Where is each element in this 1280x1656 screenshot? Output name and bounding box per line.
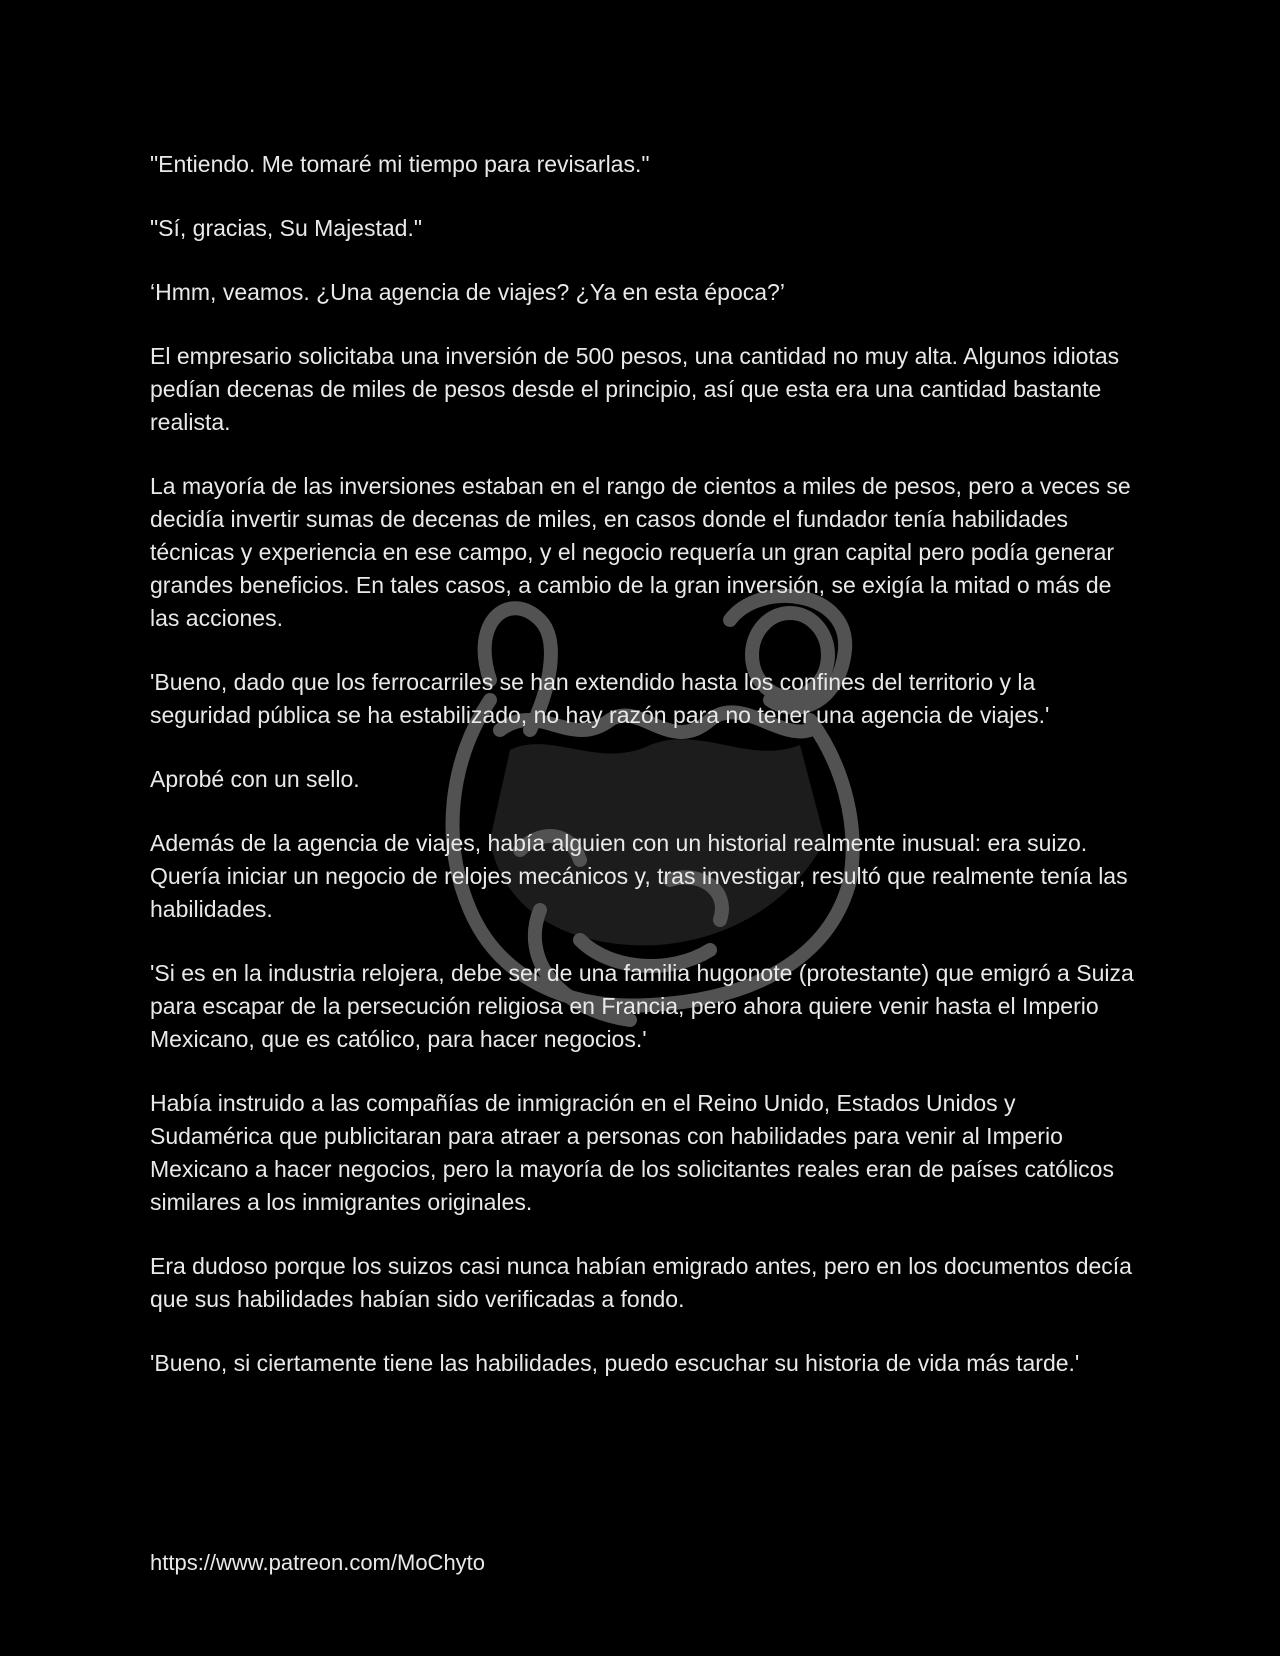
paragraph: "Sí, gracias, Su Majestad." <box>150 215 423 241</box>
paragraph: 'Bueno, si ciertamente tiene las habilidades, puedo escuchar su historia de vida más tarde.' <box>150 1350 1080 1376</box>
patreon-link[interactable]: https://www.patreon.com/MoChyto <box>150 1550 486 1575</box>
paragraph: Había instruido a las compañías de inmigración en el Reino Unido, Estados Unidos y Sudamérica que publicitaran para atraer a personas con habilidades para venir al Imperio Mexicano a hacer negocios, pero la mayoría de los solicitantes reales eran de países católicos similares a los inmigrantes originales. <box>150 1090 1114 1215</box>
paragraph: Aprobé con un sello. <box>150 766 360 792</box>
paragraph: "Entiendo. Me tomaré mi tiempo para revisarlas." <box>150 151 650 177</box>
paragraph: Era dudoso porque los suizos casi nunca habían emigrado antes, pero en los documentos decía que sus habilidades habían sido verificadas a fondo. <box>150 1253 1132 1312</box>
paragraph: ‘Hmm, veamos. ¿Una agencia de viajes? ¿Ya en esta época?’ <box>150 279 785 305</box>
document-body <box>150 148 1140 1411</box>
paragraph: La mayoría de las inversiones estaban en el rango de cientos a miles de pesos, pero a veces se decidía invertir sumas de decenas de miles, en casos donde el fundador tenía habilidades técnicas y experiencia en ese campo, y el negocio requería un gran capital pero podía generar grandes beneficios. En tales casos, a cambio de la gran inversión, se exigía la mitad o más de las acciones. <box>150 473 1131 631</box>
paragraph: 'Si es en la industria relojera, debe ser de una familia hugonote (protestante) que emigró a Suiza para escapar de la persecución religiosa en Francia, pero ahora quiere venir hasta el Imperio Mexicano, que es católico, para hacer negocios.' <box>150 960 1134 1052</box>
paragraph: 'Bueno, dado que los ferrocarriles se han extendido hasta los confines del territorio y la seguridad pública se ha estabilizado, no hay razón para no tener una agencia de viajes.' <box>150 669 1050 728</box>
paragraph: Además de la agencia de viajes, había alguien con un historial realmente inusual: era suizo. Quería iniciar un negocio de relojes mecánicos y, tras investigar, resultó que realmente tenía las habilidades. <box>150 830 1128 922</box>
paragraph: El empresario solicitaba una inversión de 500 pesos, una cantidad no muy alta. Algunos idiotas pedían decenas de miles de pesos desde el principio, así que esta era una cantidad bastante realista. <box>150 343 1120 435</box>
